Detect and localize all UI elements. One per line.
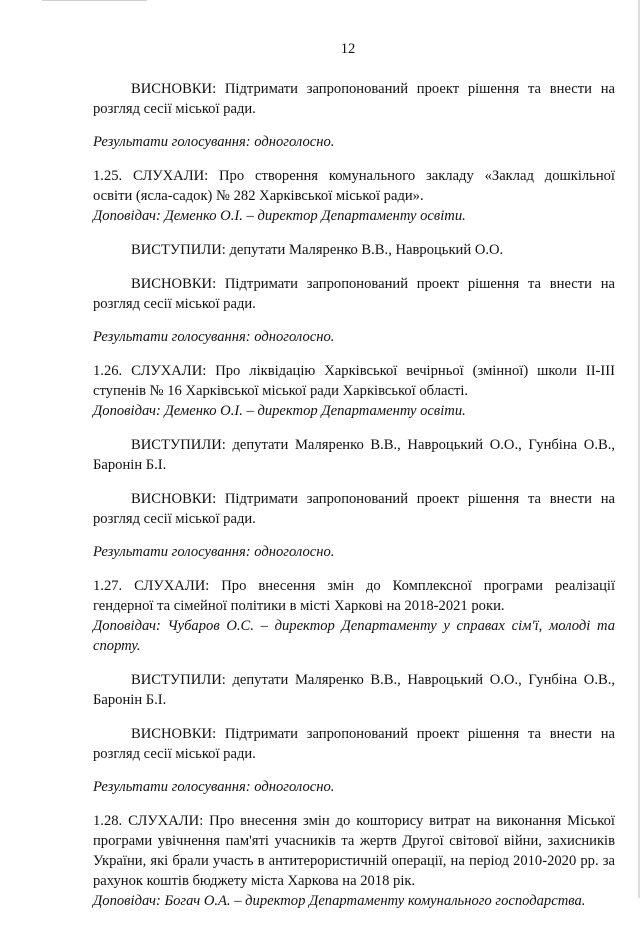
reporter-line-2: спорту. [93,638,141,654]
heard-line-1: 1.28. СЛУХАЛИ: Про внесення змін до кошторису витрат на виконання Міської [93,813,615,829]
speakers-paragraph [93,435,615,475]
heard-line-2: гендерної та сімейної політики в місті Харкові на 2018-2021 роки. [93,598,505,614]
conclusion-paragraph [93,724,615,764]
reporter-line-1: Доповідач: Чубаров О.С. – директор Департаменту у справах сім'ї, молоді та [93,618,615,634]
conclusion-paragraph [93,274,615,314]
conclusion-line-2: розгляд сесії міської ради. [93,746,256,762]
speakers-paragraph [93,670,615,710]
voting-result: Результати голосування: одноголосно. [93,544,335,560]
conclusion-paragraph [93,489,615,529]
heard-line-2: освіти (ясла-садок) № 282 Харківської міської ради». [93,188,424,204]
agenda-item-1-25 [93,166,615,226]
conclusion-line-2: розгляд сесії міської ради. [93,511,256,527]
speakers-line-1: ВИСТУПИЛИ: депутати Маляренко В.В., Навроцький О.О., Гунбіна О.В., [131,437,615,453]
document-body [93,79,615,925]
scan-artifact-top [42,0,147,1]
conclusion-line-2: розгляд сесії міської ради. [93,296,256,312]
speakers-line: ВИСТУПИЛИ: депутати Маляренко В.В., Навроцький О.О. [131,242,504,258]
heard-line-3: України, які брали участь в антитерористичній операції, на період 2010-2020 рр. за [93,853,615,869]
heard-line-4: рахунок коштів бюджету міста Харкова на 2018 рік. [93,873,416,889]
page-number: 12 [340,41,356,57]
agenda-item-1-27 [93,576,615,656]
speakers-line-2: Баронін Б.І. [93,692,167,708]
speakers-paragraph [93,240,615,260]
speakers-line-2: Баронін Б.І. [93,457,167,473]
voting-result: Результати голосування: одноголосно. [93,779,335,795]
conclusion-line-1: ВИСНОВКИ: Підтримати запропонований проект рішення та внести на [131,726,615,742]
voting-result: Результати голосування: одноголосно. [93,329,335,345]
conclusion-line-1: ВИСНОВКИ: Підтримати запропонований проект рішення та внести на [131,491,615,507]
reporter: Доповідач: Деменко О.І. – директор Департаменту освіти. [93,403,466,419]
voting-result: Результати голосування: одноголосно. [93,134,335,150]
conclusion-line-1: ВИСНОВКИ: Підтримати запропонований проект рішення та внести на [131,276,615,292]
reporter: Доповідач: Богач О.А. – директор Департаменту комунального господарства. [93,893,586,909]
agenda-item-1-28 [93,811,615,911]
speakers-line-1: ВИСТУПИЛИ: депутати Маляренко В.В., Навроцький О.О., Гунбіна О.В., [131,672,615,688]
conclusion-line-1: ВИСНОВКИ: Підтримати запропонований проект рішення та внести на [131,81,615,97]
agenda-item-1-26 [93,361,615,421]
conclusion-paragraph [93,79,615,119]
heard-line-2: ступенів № 16 Харківської міської ради Харківської області. [93,383,469,399]
heard-line-1: 1.26. СЛУХАЛИ: Про ліквідацію Харківської вечірньої (змінної) школи ІІ-ІІІ [93,363,615,379]
heard-line-2: програми увічнення пам'яті учасників та жертв Другої світової війни, захисників [93,833,615,849]
heard-line-1: 1.25. СЛУХАЛИ: Про створення комунального закладу «Заклад дошкільної [93,168,615,184]
heard-line-1: 1.27. СЛУХАЛИ: Про внесення змін до Комплексної програми реалізації [93,578,615,594]
conclusion-line-2: розгляд сесії міської ради. [93,101,256,117]
reporter: Доповідач: Деменко О.І. – директор Департаменту освіти. [93,208,466,224]
